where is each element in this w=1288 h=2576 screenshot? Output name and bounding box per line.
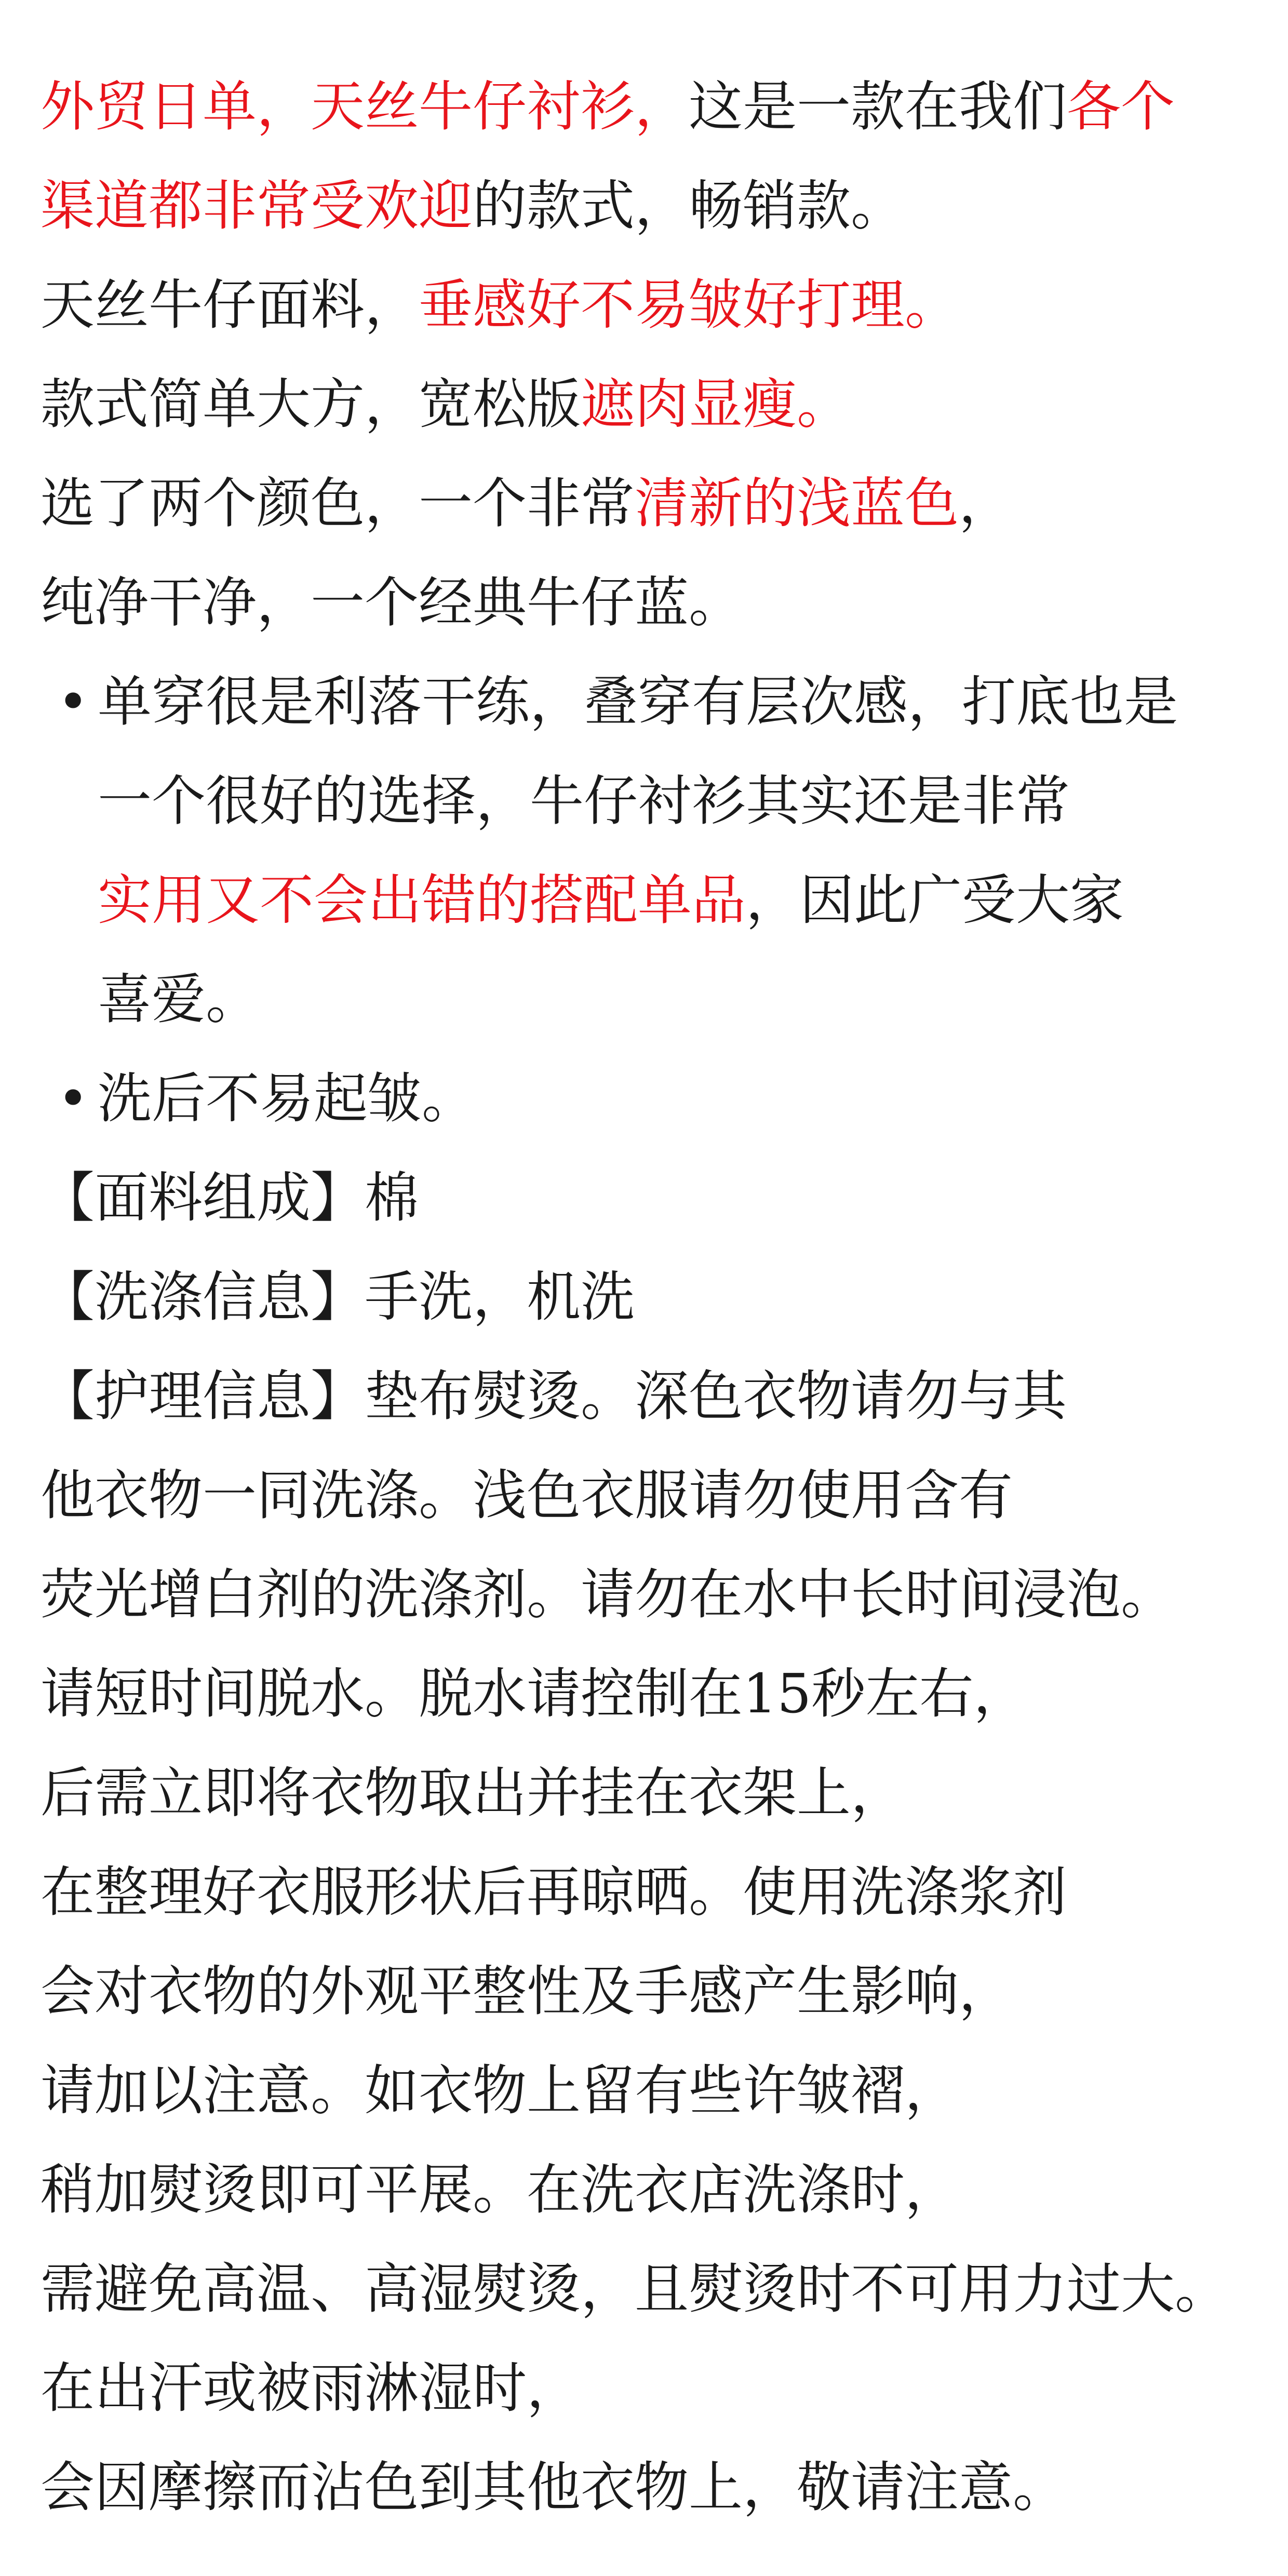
body-text: 天丝牛仔面料， <box>41 273 419 337</box>
bullet-line <box>98 950 1266 1049</box>
bullet-line <box>98 1049 1266 1148</box>
spec-care <box>41 1347 1266 1446</box>
body-text: 稍加熨烫即可平展。在洗衣店洗涤时， <box>41 2158 959 2221</box>
body-text: ， <box>959 472 1013 535</box>
bullet-line <box>98 752 1266 851</box>
body-text: 在整理好衣服形状后再晾晒。使用洗涤浆剂 <box>41 1860 1067 1924</box>
body-text: 一个很好的选择，牛仔衬衫其实还是非常 <box>98 769 1070 833</box>
intro-line-1 <box>41 57 1266 156</box>
body-text: 在出汗或被雨淋湿时， <box>41 2356 581 2420</box>
care-line <box>41 2041 1266 2140</box>
body-text: 荧光增白剂的洗涤剂。请勿在水中长时间浸泡。 <box>41 1563 1175 1626</box>
care-line <box>41 1843 1266 1942</box>
care-line <box>41 1446 1266 1545</box>
body-text: 洗后不易起皱。 <box>98 1067 476 1130</box>
body-text: 会对衣物的外观平整性及手感产生影响， <box>41 1960 1013 2023</box>
body-text: 喜爱。 <box>98 968 260 1031</box>
body-text: 后需立即将衣物取出并挂在衣架上， <box>41 1761 905 1824</box>
body-text: 【护理信息】垫布熨烫。深色衣物请勿与其 <box>41 1364 1067 1428</box>
body-text: 选了两个颜色，一个非常 <box>41 472 635 535</box>
intro-line-2 <box>41 156 1266 256</box>
body-text: 请加以注意。如衣物上留有些许皱褶， <box>41 2059 959 2122</box>
bullet-line <box>98 851 1266 950</box>
body-text: 的款式，畅销款。 <box>473 174 905 237</box>
spec-composition <box>41 1148 1266 1247</box>
highlight-text: 实用又不会出错的搭配单品 <box>98 868 746 932</box>
fabric-line <box>41 256 1266 355</box>
care-line <box>41 2438 1266 2537</box>
care-line <box>41 2339 1266 2438</box>
care-line <box>41 2239 1266 2339</box>
body-text: 需避免高温、高湿熨烫，且熨烫时不可用力过大。 <box>41 2257 1229 2320</box>
highlight-text: 各个 <box>1067 75 1175 138</box>
body-text: 这是一款在我们 <box>689 75 1067 138</box>
spec-washing <box>41 1247 1266 1347</box>
body-text: 单穿很是利落干练，叠穿有层次感，打底也是 <box>98 670 1178 733</box>
bullet-item-2 <box>41 1049 1266 1148</box>
highlight-text: 渠道都非常受欢迎 <box>41 174 473 237</box>
body-text: 他衣物一同洗涤。浅色衣服请勿使用含有 <box>41 1464 1013 1527</box>
body-text: 【洗涤信息】手洗，机洗 <box>41 1265 635 1329</box>
bullet-line <box>98 652 1266 752</box>
highlight-text: 垂感好不易皱好打理。 <box>419 273 959 337</box>
bullet-item-1 <box>41 652 1266 1049</box>
bullet-icon: • <box>57 670 89 733</box>
product-description <box>41 57 1266 2537</box>
body-text: 款式简单大方，宽松版 <box>41 372 581 436</box>
care-line <box>41 1942 1266 2041</box>
bullet-icon: • <box>57 1067 89 1130</box>
care-line <box>41 2140 1266 2239</box>
style-line <box>41 355 1266 454</box>
colors-line-1 <box>41 454 1266 553</box>
care-line <box>41 1545 1266 1644</box>
body-text: 纯净干净，一个经典牛仔蓝。 <box>41 571 743 634</box>
highlight-text: 遮肉显瘦。 <box>581 372 851 436</box>
body-text: ，因此广受大家 <box>746 868 1124 932</box>
colors-line-2 <box>41 553 1266 652</box>
care-line <box>41 1743 1266 1843</box>
body-text: 【面料组成】棉 <box>41 1166 419 1229</box>
care-line <box>41 1644 1266 1743</box>
body-text: 会因摩擦而沾色到其他衣物上，敬请注意。 <box>41 2456 1067 2519</box>
body-text: 请短时间脱水。脱水请控制在15秒左右， <box>41 1662 1028 1725</box>
highlight-text: 外贸日单，天丝牛仔衬衫， <box>41 75 689 138</box>
highlight-text: 清新的浅蓝色 <box>635 472 959 535</box>
